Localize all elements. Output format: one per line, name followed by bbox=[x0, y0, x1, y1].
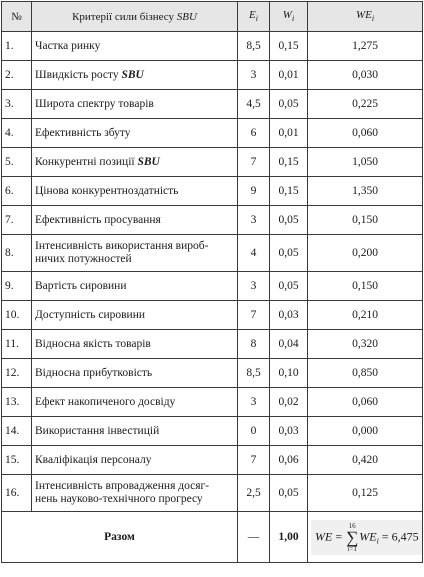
total-formula-cell bbox=[308, 512, 423, 563]
row-e: 8 bbox=[238, 330, 270, 359]
row-number: 3. bbox=[2, 90, 32, 119]
row-criterion: Ефективність просування bbox=[32, 206, 238, 235]
row-w: 0,04 bbox=[270, 330, 308, 359]
table-row bbox=[2, 388, 423, 417]
row-w: 0,05 bbox=[270, 206, 308, 235]
row-e: 7 bbox=[238, 148, 270, 177]
row-criterion: Конкурентні позиції SBU bbox=[32, 148, 238, 177]
row-number: 2. bbox=[2, 61, 32, 90]
table-row bbox=[2, 446, 423, 475]
row-criterion: Інтенсивність використання вироб- ничих потужностей bbox=[32, 235, 238, 272]
row-e: 9 bbox=[238, 177, 270, 206]
row-number: 13. bbox=[2, 388, 32, 417]
total-w: 1,00 bbox=[270, 512, 308, 563]
header-num: № bbox=[2, 2, 32, 32]
table-row bbox=[2, 61, 423, 90]
row-criterion: Вартість сировини bbox=[32, 272, 238, 301]
row-w: 0,05 bbox=[270, 235, 308, 272]
header-w: $W_i$ bbox=[270, 2, 308, 32]
row-w: 0,15 bbox=[270, 32, 308, 61]
table-row bbox=[2, 330, 423, 359]
row-we: 0,000 bbox=[308, 417, 423, 446]
row-we: 0,030 bbox=[308, 61, 423, 90]
row-e: 3 bbox=[238, 61, 270, 90]
row-w: 0,03 bbox=[270, 417, 308, 446]
row-we: 0,320 bbox=[308, 330, 423, 359]
row-e: 7 bbox=[238, 446, 270, 475]
row-e: 4,5 bbox=[238, 90, 270, 119]
row-e: 4 bbox=[238, 235, 270, 272]
row-w: 0,05 bbox=[270, 90, 308, 119]
table-row bbox=[2, 301, 423, 330]
row-w: 0,02 bbox=[270, 388, 308, 417]
row-w: 0,15 bbox=[270, 148, 308, 177]
row-number: 9. bbox=[2, 272, 32, 301]
total-e: — bbox=[238, 512, 270, 563]
table-row bbox=[2, 359, 423, 388]
row-criterion: Цінова конкурентноздатність bbox=[32, 177, 238, 206]
row-criterion: Частка ринку bbox=[32, 32, 238, 61]
row-e: 8,5 bbox=[238, 359, 270, 388]
header-we: $WE_i$ bbox=[308, 2, 423, 32]
row-criterion: Швидкість росту SBU bbox=[32, 61, 238, 90]
row-number: 4. bbox=[2, 119, 32, 148]
table-row bbox=[2, 206, 423, 235]
row-w: 0,03 bbox=[270, 301, 308, 330]
row-number: 1. bbox=[2, 32, 32, 61]
table-header-row bbox=[2, 2, 423, 32]
row-number: 8. bbox=[2, 235, 32, 272]
row-criterion: Інтенсивність впровадження досяг- нень науково-технічного прогресу bbox=[32, 475, 238, 512]
row-criterion: Відносна прибутковість bbox=[32, 359, 238, 388]
table-row bbox=[2, 119, 423, 148]
table-row bbox=[2, 32, 423, 61]
row-number: 14. bbox=[2, 417, 32, 446]
row-we: 0,850 bbox=[308, 359, 423, 388]
total-row bbox=[2, 512, 423, 563]
table-row bbox=[2, 148, 423, 177]
row-criterion: Кваліфікація персоналу bbox=[32, 446, 238, 475]
row-w: 0,05 bbox=[270, 475, 308, 512]
table-row bbox=[2, 235, 423, 272]
table-row bbox=[2, 272, 423, 301]
row-number: 15. bbox=[2, 446, 32, 475]
table-row bbox=[2, 90, 423, 119]
row-we: 1,350 bbox=[308, 177, 423, 206]
row-number: 5. bbox=[2, 148, 32, 177]
row-e: 8,5 bbox=[238, 32, 270, 61]
row-we: 0,210 bbox=[308, 301, 423, 330]
row-we: 0,420 bbox=[308, 446, 423, 475]
row-e: 6 bbox=[238, 119, 270, 148]
row-criterion: Ефект накопиченого досвіду bbox=[32, 388, 238, 417]
row-we: 0,150 bbox=[308, 206, 423, 235]
row-e: 0 bbox=[238, 417, 270, 446]
row-criterion: Відносна якість товарів bbox=[32, 330, 238, 359]
row-we: 1,275 bbox=[308, 32, 423, 61]
row-e: 3 bbox=[238, 388, 270, 417]
row-e: 7 bbox=[238, 301, 270, 330]
row-number: 12. bbox=[2, 359, 32, 388]
row-w: 0,05 bbox=[270, 272, 308, 301]
row-w: 0,01 bbox=[270, 61, 308, 90]
row-criterion: Використання інвестицій bbox=[32, 417, 238, 446]
row-we: 0,125 bbox=[308, 475, 423, 512]
row-we: 0,060 bbox=[308, 388, 423, 417]
row-we: 0,200 bbox=[308, 235, 423, 272]
row-w: 0,01 bbox=[270, 119, 308, 148]
row-we: 0,225 bbox=[308, 90, 423, 119]
business-strength-table bbox=[1, 1, 423, 563]
row-w: 0,06 bbox=[270, 446, 308, 475]
row-number: 7. bbox=[2, 206, 32, 235]
row-w: 0,10 bbox=[270, 359, 308, 388]
row-number: 16. bbox=[2, 475, 32, 512]
row-e: 2,5 bbox=[238, 475, 270, 512]
row-criterion: Широта спектру товарів bbox=[32, 90, 238, 119]
row-e: 3 bbox=[238, 272, 270, 301]
total-label: Разом bbox=[2, 512, 238, 563]
table-body bbox=[2, 32, 423, 512]
row-number: 11. bbox=[2, 330, 32, 359]
row-we: 0,150 bbox=[308, 272, 423, 301]
row-w: 0,15 bbox=[270, 177, 308, 206]
row-e: 3 bbox=[238, 206, 270, 235]
header-e: $E_i$ bbox=[238, 2, 270, 32]
row-criterion: Доступність сировини bbox=[32, 301, 238, 330]
total-formula: WE = 16 ∑ i=1 $WE_i = 6,475$ bbox=[311, 520, 423, 555]
sum-symbol: 16 ∑ i=1 bbox=[346, 521, 359, 553]
header-criteria: Критерії сили бізнесу SBU bbox=[32, 2, 238, 32]
row-we: 0,060 bbox=[308, 119, 423, 148]
row-we: 1,050 bbox=[308, 148, 423, 177]
row-number: 10. bbox=[2, 301, 32, 330]
row-criterion: Ефективність збуту bbox=[32, 119, 238, 148]
row-number: 6. bbox=[2, 177, 32, 206]
table-row bbox=[2, 177, 423, 206]
table-row bbox=[2, 475, 423, 512]
table-row bbox=[2, 417, 423, 446]
